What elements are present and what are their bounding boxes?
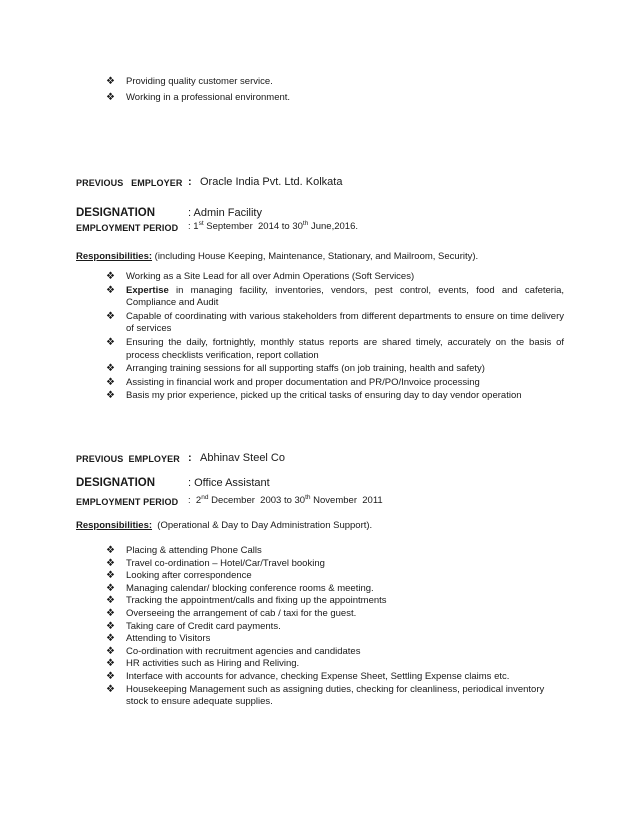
list-item — [92, 658, 564, 671]
diamond-bullet-icon: ❖ — [106, 633, 115, 645]
list-item — [92, 76, 572, 89]
bullet-text: Tracking the appointment/calls and fixing up the appointments — [126, 595, 387, 607]
diamond-bullet-icon: ❖ — [106, 683, 115, 695]
diamond-bullet-icon: ❖ — [106, 310, 115, 322]
diamond-bullet-icon: ❖ — [106, 390, 115, 402]
previous-employer-label: PREVIOUS EMPLOYER — [76, 178, 183, 188]
period-suffix: June,2016. — [308, 221, 358, 232]
responsibilities-label: Responsibilities: — [76, 251, 153, 262]
list-item — [92, 363, 564, 376]
responsibilities-line — [76, 251, 478, 262]
employment-period-value — [188, 495, 383, 506]
diamond-bullet-icon: ❖ — [106, 595, 115, 607]
designation-value: : Admin Facility — [188, 207, 262, 219]
diamond-bullet-icon: ❖ — [106, 271, 115, 282]
responsibilities-text: (including House Keeping, Maintenance, Stationary, and Mailroom, Security). — [152, 251, 479, 262]
list-item — [92, 377, 564, 390]
list-item — [92, 570, 564, 583]
employment-period-label: EMPLOYMENT PERIOD — [76, 497, 179, 507]
list-item — [92, 595, 564, 608]
list-item — [92, 92, 572, 105]
diamond-bullet-icon: ❖ — [106, 670, 115, 682]
employment-period-value — [188, 221, 358, 232]
diamond-bullet-icon: ❖ — [106, 557, 115, 569]
previous-employer-label: PREVIOUS EMPLOYER — [76, 454, 180, 464]
employer2-responsibility-list — [92, 545, 564, 709]
period-mid: December 2003 to 30 — [208, 495, 306, 506]
list-item — [92, 285, 564, 310]
list-item — [92, 558, 564, 571]
list-item — [92, 390, 564, 403]
diamond-bullet-icon: ❖ — [106, 336, 115, 348]
period-prefix: : 2 — [188, 495, 202, 506]
bullet-text: Looking after correspondence — [126, 570, 252, 582]
employer-colon: : — [188, 452, 192, 464]
bullet-text: Attending to Visitors — [126, 633, 211, 645]
employer1-responsibility-list — [92, 271, 564, 403]
list-item — [92, 633, 564, 646]
bullet-text: Housekeeping Management such as assigning duties, checking for cleanliness, periodical inventory stock to ensure adequate supplies. — [126, 683, 545, 708]
list-item — [92, 545, 564, 558]
diamond-bullet-icon: ❖ — [106, 376, 115, 388]
diamond-bullet-icon: ❖ — [106, 91, 115, 103]
responsibilities-text: (Operational & Day to Day Administration Support). — [152, 520, 373, 531]
diamond-bullet-icon: ❖ — [106, 607, 115, 619]
list-item — [92, 621, 564, 634]
designation-label: DESIGNATION — [76, 207, 156, 219]
bullet-text: Assisting in financial work and proper documentation and PR/PO/Invoice processing — [126, 376, 480, 388]
responsibilities-line — [76, 520, 372, 531]
list-item — [92, 608, 564, 621]
period-prefix: : 1 — [188, 221, 199, 232]
bullet-text: in managing facility, inventories, vendors, pest control, events, food and cafeteria, Compliance and Audit — [126, 284, 564, 309]
period-sup-start: nd — [201, 493, 209, 501]
period-sup-end: th — [305, 493, 311, 501]
list-item — [92, 583, 564, 596]
bullet-text: Providing quality customer service. — [126, 76, 273, 87]
diamond-bullet-icon: ❖ — [106, 363, 115, 375]
designation-value: : Office Assistant — [188, 477, 270, 489]
list-item — [92, 271, 564, 284]
period-mid: September 2014 to 30 — [203, 221, 303, 232]
bullet-text: Ensuring the daily, fortnightly, monthly status reports are shared timely, accurately on the basis of process checklists verification, report collation — [126, 336, 564, 361]
bullet-text: Working as a Site Lead for all over Admin Operations (Soft Services) — [126, 271, 415, 282]
period-sup-start: st — [198, 219, 204, 227]
diamond-bullet-icon: ❖ — [106, 76, 115, 87]
diamond-bullet-icon: ❖ — [106, 620, 115, 632]
responsibilities-label: Responsibilities: — [76, 520, 153, 531]
bullet-text: Working in a professional environment. — [126, 91, 291, 103]
top-bullet-list — [92, 76, 572, 104]
employer-name: Abhinav Steel Co — [200, 452, 285, 464]
list-item — [92, 646, 564, 659]
bullet-text: HR activities such as Hiring and Reliving. — [126, 658, 300, 670]
list-item — [92, 311, 564, 336]
period-sup-end: th — [302, 219, 309, 227]
bullet-text: Co-ordination with recruitment agencies and candidates — [126, 645, 361, 657]
diamond-bullet-icon: ❖ — [106, 570, 115, 582]
period-suffix: November 2011 — [310, 495, 383, 506]
bullet-bold-text: Expertise — [126, 284, 169, 296]
employment-period-label: EMPLOYMENT PERIOD — [76, 223, 179, 233]
bullet-text: Managing calendar/ blocking conference rooms & meeting. — [126, 582, 374, 594]
diamond-bullet-icon: ❖ — [106, 658, 115, 670]
bullet-text: Taking care of Credit card payments. — [126, 620, 281, 632]
bullet-text: Capable of coordinating with various stakeholders from different departments to ensure on time delivery of services — [126, 310, 564, 335]
bullet-text: Overseeing the arrangement of cab / taxi for the guest. — [126, 607, 357, 619]
list-item — [92, 337, 564, 362]
bullet-text: Placing & attending Phone Calls — [126, 545, 262, 556]
list-item — [92, 671, 564, 684]
diamond-bullet-icon: ❖ — [106, 545, 115, 556]
bullet-text: Interface with accounts for advance, checking Expense Sheet, Settling Expense claims etc. — [126, 670, 510, 682]
diamond-bullet-icon: ❖ — [106, 645, 115, 657]
diamond-bullet-icon: ❖ — [106, 582, 115, 594]
employer-colon: : — [188, 176, 192, 188]
designation-label: DESIGNATION — [76, 477, 156, 489]
bullet-text: Arranging training sessions for all supporting staffs (on job training, health and safety) — [126, 363, 485, 375]
bullet-text: Travel co-ordination – Hotel/Car/Travel booking — [126, 557, 325, 569]
list-item — [92, 684, 564, 709]
employer-name: Oracle India Pvt. Ltd. Kolkata — [200, 176, 343, 188]
diamond-bullet-icon: ❖ — [106, 284, 115, 296]
bullet-text: Basis my prior experience, picked up the critical tasks of ensuring day to day vendor operation — [126, 390, 522, 402]
